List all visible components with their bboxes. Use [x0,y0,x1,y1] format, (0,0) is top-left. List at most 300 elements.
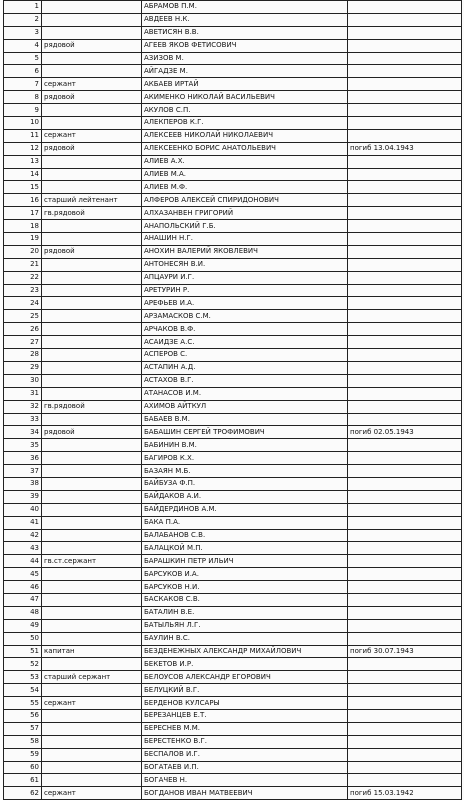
row-number: 49 [4,619,42,632]
rank-cell: рядовой [42,91,142,104]
rank-cell [42,336,142,349]
row-number: 8 [4,91,42,104]
row-number: 15 [4,181,42,194]
note-cell [348,13,462,26]
name-cell: АРЕТУРИН Р. [142,284,348,297]
note-cell [348,568,462,581]
table-row [4,516,462,529]
row-number: 2 [4,13,42,26]
name-cell: АНОХИН ВАЛЕРИЙ ЯКОВЛЕВИЧ [142,245,348,258]
note-cell [348,581,462,594]
name-cell: БОГАТАЕВ И.П. [142,761,348,774]
table-row [4,774,462,787]
row-number: 59 [4,748,42,761]
note-cell [348,555,462,568]
rank-cell [42,748,142,761]
name-cell: АБРАМОВ П.М. [142,1,348,14]
name-cell: БЕЛОУСОВ АЛЕКСАНДР ЕГОРОВИЧ [142,671,348,684]
table-row [4,477,462,490]
table-row [4,233,462,246]
row-number: 53 [4,671,42,684]
rank-cell: гв.ст.сержант [42,555,142,568]
note-cell [348,452,462,465]
rank-cell [42,619,142,632]
rank-cell: рядовой [42,426,142,439]
rank-cell [42,465,142,478]
name-cell: АЛЕКСЕЕНКО БОРИС АНАТОЛЬЕВИЧ [142,142,348,155]
note-cell [348,245,462,258]
row-number: 41 [4,516,42,529]
note-cell [348,490,462,503]
note-cell [348,503,462,516]
name-cell: АСТАПИН А.Д. [142,361,348,374]
note-cell [348,52,462,65]
row-number: 16 [4,194,42,207]
note-cell [348,722,462,735]
rank-cell [42,606,142,619]
rank-cell [42,220,142,233]
name-cell: АРЗАМАСКОВ С.М. [142,310,348,323]
roster-sheet [3,0,464,800]
table-row [4,606,462,619]
row-number: 38 [4,477,42,490]
name-cell: БАРАШКИН ПЕТР ИЛЬИЧ [142,555,348,568]
rank-cell [42,439,142,452]
table-row [4,787,462,800]
name-cell: АХИМОВ АЙТКУЛ [142,400,348,413]
rank-cell: рядовой [42,142,142,155]
name-cell: АСПЕРОВ С. [142,349,348,362]
rank-cell [42,284,142,297]
rank-cell: капитан [42,645,142,658]
name-cell: АНТОНЕСЯН В.И. [142,258,348,271]
rank-cell [42,593,142,606]
row-number: 37 [4,465,42,478]
table-row [4,91,462,104]
rank-cell [42,155,142,168]
table-row [4,658,462,671]
table-row [4,336,462,349]
rank-cell [42,65,142,78]
note-cell [348,65,462,78]
table-row [4,413,462,426]
note-cell [348,374,462,387]
name-cell: АРЕФЬЕВ И.А. [142,297,348,310]
name-cell: БОГДАНОВ ИВАН МАТВЕЕВИЧ [142,787,348,800]
note-cell [348,632,462,645]
row-number: 17 [4,207,42,220]
table-row [4,284,462,297]
rank-cell: гв.рядовой [42,400,142,413]
note-cell [348,619,462,632]
note-cell [348,658,462,671]
table-row [4,1,462,14]
name-cell: БЕРДЕНОВ КУЛСАРЫ [142,697,348,710]
note-cell [348,104,462,117]
table-row [4,709,462,722]
table-row [4,129,462,142]
note-cell: погиб 30.07.1943 [348,645,462,658]
note-cell [348,258,462,271]
rank-cell [42,361,142,374]
rank-cell [42,709,142,722]
table-row [4,452,462,465]
row-number: 35 [4,439,42,452]
name-cell: АКБАЕВ ИРТАЙ [142,78,348,91]
name-cell: БЕЗДЕНЕЖНЫХ АЛЕКСАНДР МИХАЙЛОВИЧ [142,645,348,658]
table-row [4,142,462,155]
row-number: 48 [4,606,42,619]
note-cell [348,361,462,374]
name-cell: АПЦАУРИ И.Г. [142,271,348,284]
note-cell [348,439,462,452]
note-cell [348,774,462,787]
row-number: 23 [4,284,42,297]
row-number: 32 [4,400,42,413]
rank-cell [42,52,142,65]
table-row [4,349,462,362]
note-cell [348,39,462,52]
row-number: 57 [4,722,42,735]
table-row [4,465,462,478]
name-cell: АЛИЕВ М.Ф. [142,181,348,194]
note-cell [348,26,462,39]
note-cell [348,297,462,310]
note-cell [348,465,462,478]
name-cell: АКИМЕНКО НИКОЛАЙ ВАСИЛЬЕВИЧ [142,91,348,104]
table-row [4,220,462,233]
rank-cell [42,310,142,323]
table-row [4,542,462,555]
table-row [4,387,462,400]
row-number: 51 [4,645,42,658]
note-cell [348,709,462,722]
table-row [4,297,462,310]
table-row [4,52,462,65]
row-number: 28 [4,349,42,362]
name-cell: БАЛАЦКОЙ М.П. [142,542,348,555]
table-row [4,168,462,181]
rank-cell [42,413,142,426]
name-cell: АЛФЕРОВ АЛЕКСЕЙ СПИРИДОНОВИЧ [142,194,348,207]
table-row [4,671,462,684]
note-cell [348,606,462,619]
roster-table [3,0,462,800]
rank-cell: старший лейтенант [42,194,142,207]
table-row [4,632,462,645]
table-row [4,619,462,632]
rank-cell [42,735,142,748]
rank-cell [42,349,142,362]
table-row [4,748,462,761]
row-number: 29 [4,361,42,374]
note-cell [348,516,462,529]
name-cell: АЛИЕВ А.Х. [142,155,348,168]
row-number: 13 [4,155,42,168]
rank-cell [42,271,142,284]
row-number: 40 [4,503,42,516]
row-number: 36 [4,452,42,465]
row-number: 27 [4,336,42,349]
name-cell: АНАШИН Н.Г. [142,233,348,246]
table-row [4,245,462,258]
row-number: 54 [4,684,42,697]
note-cell [348,336,462,349]
row-number: 12 [4,142,42,155]
rank-cell [42,374,142,387]
name-cell: АЗИЗОВ М. [142,52,348,65]
rank-cell [42,477,142,490]
table-row [4,400,462,413]
row-number: 45 [4,568,42,581]
table-row [4,310,462,323]
note-cell: погиб 15.03.1942 [348,787,462,800]
name-cell: БАБАШИН СЕРГЕЙ ТРОФИМОВИЧ [142,426,348,439]
row-number: 20 [4,245,42,258]
row-number: 56 [4,709,42,722]
row-number: 42 [4,529,42,542]
table-row [4,117,462,130]
rank-cell [42,104,142,117]
row-number: 47 [4,593,42,606]
name-cell: БАТЫЛЬЯН Л.Г. [142,619,348,632]
rank-cell: сержант [42,787,142,800]
note-cell [348,271,462,284]
name-cell: БЕКЕТОВ И.Р. [142,658,348,671]
note-cell [348,220,462,233]
rank-cell [42,684,142,697]
table-row [4,181,462,194]
rank-cell [42,658,142,671]
note-cell [348,413,462,426]
name-cell: БЕРЕЗАНЦЕВ Е.Т. [142,709,348,722]
rank-cell [42,168,142,181]
row-number: 7 [4,78,42,91]
note-cell [348,400,462,413]
rank-cell [42,503,142,516]
rank-cell [42,387,142,400]
name-cell: БАЙДЕРДИНОВ А.М. [142,503,348,516]
name-cell: БАЗАЯН М.Б. [142,465,348,478]
note-cell [348,91,462,104]
row-number: 18 [4,220,42,233]
rank-cell [42,297,142,310]
note-cell [348,284,462,297]
table-row [4,155,462,168]
note-cell [348,387,462,400]
row-number: 4 [4,39,42,52]
table-row [4,13,462,26]
table-row [4,39,462,52]
name-cell: АВЕТИСЯН В.В. [142,26,348,39]
table-row [4,529,462,542]
name-cell: БАБАЕВ В.М. [142,413,348,426]
row-number: 44 [4,555,42,568]
rank-cell: старший сержант [42,671,142,684]
name-cell: БАЛАБАНОВ С.В. [142,529,348,542]
rank-cell [42,581,142,594]
row-number: 22 [4,271,42,284]
name-cell: АНАПОЛЬСКИЙ Г.Б. [142,220,348,233]
rank-cell [42,13,142,26]
name-cell: БАРСУКОВ Н.И. [142,581,348,594]
row-number: 62 [4,787,42,800]
table-row [4,645,462,658]
note-cell [348,129,462,142]
name-cell: БАЙБУЗА Ф.П. [142,477,348,490]
table-row [4,271,462,284]
row-number: 30 [4,374,42,387]
table-row [4,78,462,91]
name-cell: БАРСУКОВ И.А. [142,568,348,581]
note-cell [348,181,462,194]
note-cell [348,349,462,362]
row-number: 52 [4,658,42,671]
table-row [4,581,462,594]
row-number: 61 [4,774,42,787]
row-number: 39 [4,490,42,503]
table-row [4,439,462,452]
rank-cell [42,258,142,271]
name-cell: АСАИДЗЕ А.С. [142,336,348,349]
note-cell [348,310,462,323]
table-row [4,104,462,117]
name-cell: БЕЛУЦКИЙ В.Г. [142,684,348,697]
name-cell: АЙГАДЗЕ М. [142,65,348,78]
rank-cell: гв.рядовой [42,207,142,220]
rank-cell [42,26,142,39]
table-row [4,684,462,697]
note-cell [348,735,462,748]
rank-cell [42,632,142,645]
note-cell: погиб 02.05.1943 [348,426,462,439]
note-cell [348,684,462,697]
name-cell: БЕСПАЛОВ И.Г. [142,748,348,761]
table-row [4,426,462,439]
name-cell: БАБИНИН В.М. [142,439,348,452]
name-cell: АТАНАСОВ И.М. [142,387,348,400]
row-number: 6 [4,65,42,78]
table-row [4,207,462,220]
rank-cell [42,516,142,529]
roster-body [4,1,462,800]
table-row [4,490,462,503]
note-cell [348,323,462,336]
note-cell [348,194,462,207]
row-number: 33 [4,413,42,426]
name-cell: АКУЛОВ С.П. [142,104,348,117]
table-row [4,503,462,516]
note-cell [348,671,462,684]
row-number: 11 [4,129,42,142]
row-number: 31 [4,387,42,400]
row-number: 19 [4,233,42,246]
row-number: 21 [4,258,42,271]
table-row [4,374,462,387]
rank-cell [42,761,142,774]
rank-cell: рядовой [42,245,142,258]
table-row [4,761,462,774]
rank-cell: сержант [42,129,142,142]
row-number: 1 [4,1,42,14]
rank-cell [42,529,142,542]
table-row [4,555,462,568]
note-cell [348,529,462,542]
rank-cell [42,490,142,503]
name-cell: АЛЕКПЕРОВ К.Г. [142,117,348,130]
rank-cell [42,722,142,735]
name-cell: БАТАЛИН В.Е. [142,606,348,619]
name-cell: АЛИЕВ М.А. [142,168,348,181]
row-number: 10 [4,117,42,130]
table-row [4,26,462,39]
rank-cell [42,117,142,130]
row-number: 5 [4,52,42,65]
note-cell [348,207,462,220]
row-number: 46 [4,581,42,594]
note-cell [348,697,462,710]
table-row [4,323,462,336]
name-cell: АЛЕКСЕЕВ НИКОЛАЙ НИКОЛАЕВИЧ [142,129,348,142]
row-number: 60 [4,761,42,774]
rank-cell [42,181,142,194]
row-number: 14 [4,168,42,181]
name-cell: АРЧАКОВ В.Ф. [142,323,348,336]
table-row [4,194,462,207]
table-row [4,361,462,374]
rank-cell: сержант [42,78,142,91]
table-row [4,593,462,606]
note-cell [348,168,462,181]
note-cell [348,155,462,168]
row-number: 43 [4,542,42,555]
note-cell: погиб 13.04.1943 [348,142,462,155]
row-number: 34 [4,426,42,439]
rank-cell [42,542,142,555]
name-cell: БЕРЕСНЕВ М.М. [142,722,348,735]
table-row [4,568,462,581]
row-number: 50 [4,632,42,645]
table-row [4,735,462,748]
table-row [4,722,462,735]
row-number: 25 [4,310,42,323]
note-cell [348,233,462,246]
row-number: 26 [4,323,42,336]
rank-cell [42,1,142,14]
table-row [4,258,462,271]
rank-cell [42,233,142,246]
rank-cell: рядовой [42,39,142,52]
note-cell [348,477,462,490]
name-cell: АЛХАЗАНВЕН ГРИГОРИЙ [142,207,348,220]
note-cell [348,78,462,91]
row-number: 9 [4,104,42,117]
note-cell [348,1,462,14]
table-row [4,697,462,710]
name-cell: БОГАЧЕВ Н. [142,774,348,787]
note-cell [348,117,462,130]
row-number: 24 [4,297,42,310]
row-number: 3 [4,26,42,39]
row-number: 55 [4,697,42,710]
rank-cell [42,452,142,465]
note-cell [348,542,462,555]
rank-cell [42,568,142,581]
rank-cell: сержант [42,697,142,710]
name-cell: АГЕЕВ ЯКОВ ФЕТИСОВИЧ [142,39,348,52]
note-cell [348,748,462,761]
name-cell: БАКА П.А. [142,516,348,529]
